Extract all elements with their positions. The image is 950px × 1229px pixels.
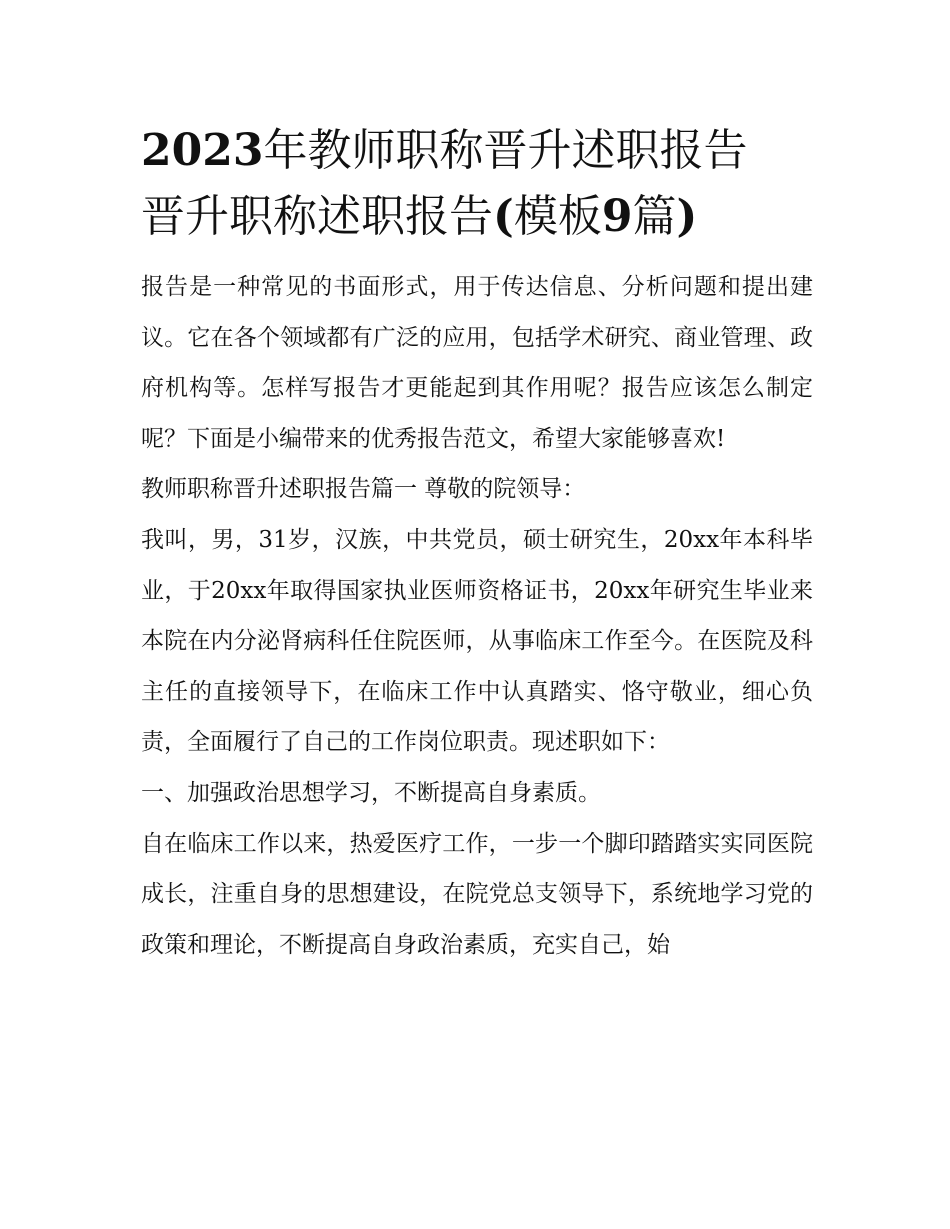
paragraph-body-1: 自在临床工作以来，热爱医疗工作，一步一个脚印踏踏实实同医院成长，注重自身的思想建设，在院党总支领导下，系统地学习党的政策和理论，不断提高自身政治素质，充实自己，始 [141, 830, 813, 958]
paragraph-intro: 报告是一种常见的书面形式，用于传达信息、分析问题和提出建议。它在各个领域都有广泛的应用，包括学术研究、商业管理、政府机构等。怎样写报告才更能起到其作用呢？报告应该怎么制定呢？下面是小编带来的优秀报告范文，希望大家能够喜欢! [141, 274, 813, 452]
paragraph-section-heading: 教师职称晋升述职报告篇一 尊敬的院领导： [141, 476, 586, 503]
paragraph-self-introduction: 我叫，男，31岁，汉族，中共党员，硕士研究生，20xx年本科毕业，于20xx年取得国家执业医师资格证书，20xx年研究生毕业来本院在内分泌肾病科任住院医师，从事临床工作至今。在医院及科主任的直接领导下，在临床工作中认真踏实、恪守敬业，细心负责，全面履行了自己的工作岗位职责。现述职如下： [141, 526, 813, 756]
title-paren-open: ( [493, 191, 514, 242]
title-paren-close: ) [676, 191, 698, 242]
title-year: 2023 [141, 125, 264, 176]
title-count: 9 [601, 191, 633, 242]
paragraph-subheading-1: 一、加强政治思想学习，不断提高自身素质。 [141, 779, 601, 806]
title-line-1 [141, 118, 813, 184]
document-title [141, 118, 813, 250]
title-unit-text: 篇 [632, 191, 677, 242]
title-line-2-text: 晋升职称述职报告 [141, 191, 493, 242]
document-page [141, 118, 813, 970]
title-template-text: 模板 [513, 191, 602, 242]
title-line-2 [141, 184, 813, 250]
title-line-1-text: 年教师职称晋升述职报告 [263, 125, 748, 176]
